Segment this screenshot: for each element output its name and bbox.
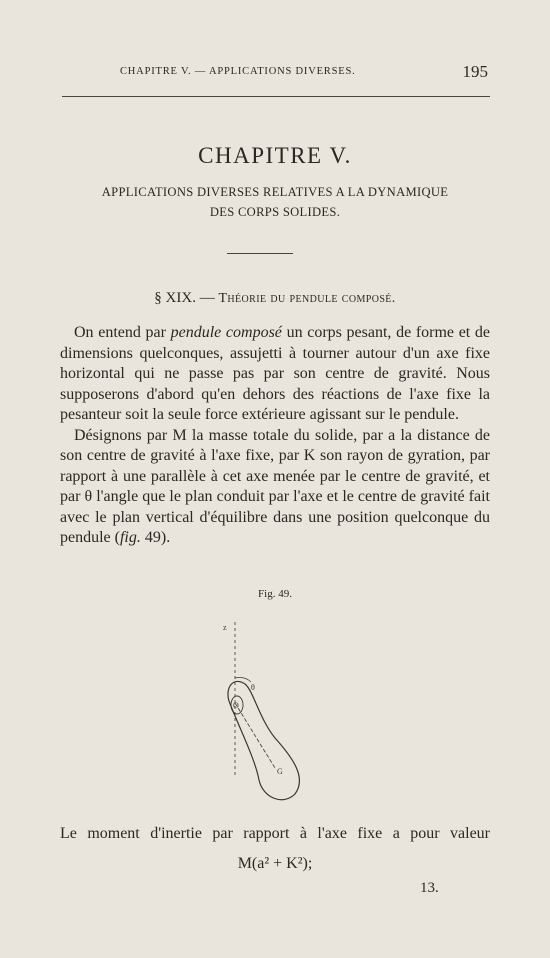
running-head — [62, 62, 490, 84]
paragraph-2-end: ). — [160, 529, 171, 546]
label-g: G — [277, 767, 283, 776]
running-title: CHAPITRE V. — APPLICATIONS DIVERSES. — [120, 66, 356, 77]
signature-mark: 13. — [420, 880, 439, 896]
section-heading — [0, 290, 550, 307]
label-z: z — [223, 623, 227, 632]
pendulum-diagram — [215, 608, 325, 808]
body-text — [60, 323, 490, 549]
paragraph-1-rest: un corps pesant, de forme et de dimensions quelconques, assujetti à tourner autour d'un axe fixe horizontal qui ne passe pas par son centre de gravité. Nous supposerons d'abord qu'en dehors des réactions de l'axe fixe la pesanteur soit la seule force extérieure agissant sur le pendule. — [60, 324, 490, 423]
paragraph-2-text: Désignons par M la masse totale du solide, par a la distance de son centre de gravité à l'axe fixe, par K son rayon de gyration, par rapport à une parallèle à cet axe menée par le centre de gravité, et par θ l'angle que le plan conduit par l'axe et le centre de gravité fait avec le plan vertical d'équilibre dans une position quelconque du pendule ( — [60, 426, 490, 546]
figure-reference-number: 49 — [140, 529, 161, 546]
section-number: § XIX. — — [154, 290, 219, 306]
figure-reference: fig. — [119, 529, 141, 546]
paragraph-2 — [60, 426, 490, 549]
page-number: 195 — [462, 62, 488, 81]
pendulum-body — [228, 681, 300, 799]
pendulum-figure — [215, 608, 325, 808]
header-rule — [62, 96, 490, 97]
label-o: O — [233, 701, 239, 710]
section-title: Théorie du pendule composé. — [218, 291, 396, 306]
chapter-subtitle-line-2: DES CORPS SOLIDES. — [209, 205, 341, 219]
chapter-title: CHAPITRE V. — [198, 143, 352, 168]
chapter-subtitle-line-1: APPLICATIONS DIVERSES RELATIVES A LA DYNAMIQUE — [101, 185, 449, 199]
label-theta: θ — [251, 683, 255, 692]
figure-caption: Fig. 49. — [258, 588, 292, 600]
paragraph-1-start: On entend par — [74, 324, 171, 341]
center-line — [235, 703, 275, 768]
chapter-rule — [227, 253, 293, 254]
paragraph-1-emphasis: pendule composé — [170, 324, 282, 341]
paragraph-1 — [60, 323, 490, 426]
chapter-subtitle — [50, 182, 500, 222]
formula: M(a² + K²); — [237, 855, 313, 872]
closing-sentence: Le moment d'inertie par rapport à l'axe fixe a pour valeur — [60, 825, 490, 842]
